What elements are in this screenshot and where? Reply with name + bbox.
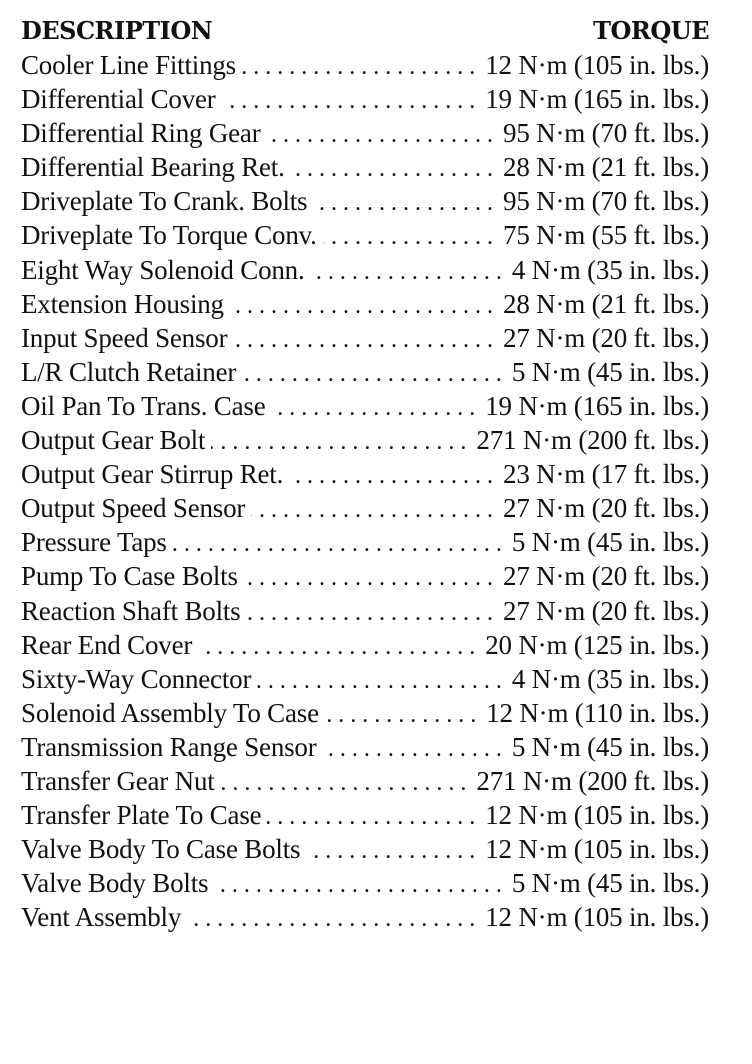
row-description: Reaction Shaft Bolts <box>21 595 241 626</box>
row-torque-value: 12 N·m (110 in. lbs.) <box>486 697 709 728</box>
row-description: Cooler Line Fittings <box>21 50 236 80</box>
table-row <box>21 491 709 525</box>
row-torque-value: 12 N·m (105 in. lbs.) <box>485 834 709 865</box>
table-row <box>21 116 709 150</box>
table-row <box>21 832 709 866</box>
dot-leader <box>230 289 493 323</box>
row-torque-value: 4 N·m (35 in. lbs.) <box>511 254 709 285</box>
description-column-header: DESCRIPTION <box>21 16 213 45</box>
dot-leader <box>257 664 502 698</box>
row-torque-value: 5 N·m (45 in. lbs.) <box>511 527 709 558</box>
row-description: Differential Ring Gear <box>21 118 261 149</box>
row-torque-value: 28 N·m (21 ft. lbs.) <box>503 152 709 183</box>
dot-leader <box>242 50 475 84</box>
row-torque-value: 27 N·m (20 ft. lbs.) <box>503 322 709 353</box>
dot-leader <box>187 902 475 936</box>
row-torque-value: 5 N·m (45 in. lbs.) <box>511 731 709 762</box>
dot-leader <box>313 186 493 220</box>
table-row <box>21 287 709 321</box>
dot-leader <box>211 425 466 459</box>
row-torque-value: 19 N·m (165 in. lbs.) <box>485 84 709 115</box>
row-torque-value: 27 N·m (20 ft. lbs.) <box>503 493 709 524</box>
row-description: Valve Body Bolts <box>21 868 209 899</box>
table-row <box>21 218 709 252</box>
row-torque-value: 4 N·m (35 in. lbs.) <box>511 663 709 694</box>
row-description: Rear End Cover <box>21 629 193 660</box>
row-description: Eight Way Solenoid Conn. <box>21 254 305 285</box>
dot-leader <box>214 868 502 902</box>
row-torque-value: 95 N·m (70 ft. lbs.) <box>503 118 709 149</box>
table-row <box>21 764 709 798</box>
row-description: Pressure Taps <box>21 527 167 558</box>
row-description: Transfer Gear Nut <box>21 765 215 796</box>
table-row <box>21 48 709 82</box>
dot-leader <box>325 698 476 732</box>
table-row <box>21 355 709 389</box>
row-description: Sixty-Way Connector <box>21 663 252 694</box>
table-row <box>21 594 709 628</box>
row-description: Input Speed Sensor <box>21 322 228 353</box>
table-row <box>21 184 709 218</box>
row-description: Pump To Case Bolts <box>21 561 238 592</box>
torque-spec-table <box>21 14 709 934</box>
row-description: Output Gear Bolt <box>21 425 206 456</box>
row-torque-value: 20 N·m (125 in. lbs.) <box>485 629 709 660</box>
dot-leader <box>289 459 493 493</box>
row-description: Differential Cover <box>21 84 216 115</box>
row-torque-value: 23 N·m (17 ft. lbs.) <box>503 459 709 490</box>
dot-leader <box>244 561 493 595</box>
table-body <box>21 48 709 934</box>
dot-leader <box>311 255 502 289</box>
table-row <box>21 321 709 355</box>
row-description: Solenoid Assembly To Case <box>21 697 319 728</box>
row-description: Driveplate To Crank. Bolts <box>21 186 308 217</box>
table-row <box>21 696 709 730</box>
dot-leader <box>221 766 467 800</box>
row-description: Transfer Plate To Case <box>21 800 262 831</box>
row-description: Output Gear Stirrup Ret. <box>21 459 284 490</box>
dot-leader <box>267 800 475 834</box>
table-row <box>21 900 709 934</box>
row-description: Output Speed Sensor <box>21 493 246 524</box>
row-torque-value: 271 N·m (200 ft. lbs.) <box>476 425 709 456</box>
dot-leader <box>272 391 476 425</box>
row-torque-value: 75 N·m (55 ft. lbs.) <box>503 220 709 251</box>
dot-leader <box>291 152 493 186</box>
row-description: Vent Assembly <box>21 902 182 933</box>
dot-leader <box>267 118 494 152</box>
dot-leader <box>222 84 476 118</box>
row-description: Extension Housing <box>21 288 224 319</box>
table-row <box>21 150 709 184</box>
table-row <box>21 525 709 559</box>
table-row <box>21 628 709 662</box>
row-torque-value: 27 N·m (20 ft. lbs.) <box>503 595 709 626</box>
row-torque-value: 19 N·m (165 in. lbs.) <box>485 390 709 421</box>
row-torque-value: 271 N·m (200 ft. lbs.) <box>476 765 709 796</box>
row-torque-value: 5 N·m (45 in. lbs.) <box>511 868 709 899</box>
row-description: Differential Bearing Ret. <box>21 152 285 183</box>
row-torque-value: 12 N·m (105 in. lbs.) <box>485 902 709 933</box>
dot-leader <box>323 732 502 766</box>
table-row <box>21 457 709 491</box>
dot-leader <box>173 527 502 561</box>
row-description: L/R Clutch Retainer <box>21 356 237 387</box>
table-row <box>21 82 709 116</box>
row-torque-value: 5 N·m (45 in. lbs.) <box>511 356 709 387</box>
dot-leader <box>233 323 493 357</box>
row-description: Driveplate To Torque Conv. <box>21 220 317 251</box>
row-torque-value: 95 N·m (70 ft. lbs.) <box>503 186 709 217</box>
table-row <box>21 423 709 457</box>
row-description: Transmission Range Sensor <box>21 731 317 762</box>
table-row <box>21 559 709 593</box>
row-torque-value: 12 N·m (105 in. lbs.) <box>485 50 709 80</box>
row-description: Oil Pan To Trans. Case <box>21 390 266 421</box>
table-row <box>21 730 709 764</box>
row-description: Valve Body To Case Bolts <box>21 834 301 865</box>
table-header <box>21 14 709 48</box>
dot-leader <box>246 596 493 630</box>
dot-leader <box>242 357 502 391</box>
row-torque-value: 27 N·m (20 ft. lbs.) <box>503 561 709 592</box>
row-torque-value: 28 N·m (21 ft. lbs.) <box>503 288 709 319</box>
table-row <box>21 389 709 423</box>
dot-leader <box>323 220 493 254</box>
table-row <box>21 253 709 287</box>
dot-leader <box>198 630 475 664</box>
table-row <box>21 866 709 900</box>
dot-leader <box>251 493 493 527</box>
dot-leader <box>306 834 475 868</box>
row-torque-value: 12 N·m (105 in. lbs.) <box>485 800 709 831</box>
table-row <box>21 662 709 696</box>
torque-column-header: TORQUE <box>593 16 709 45</box>
table-row <box>21 798 709 832</box>
